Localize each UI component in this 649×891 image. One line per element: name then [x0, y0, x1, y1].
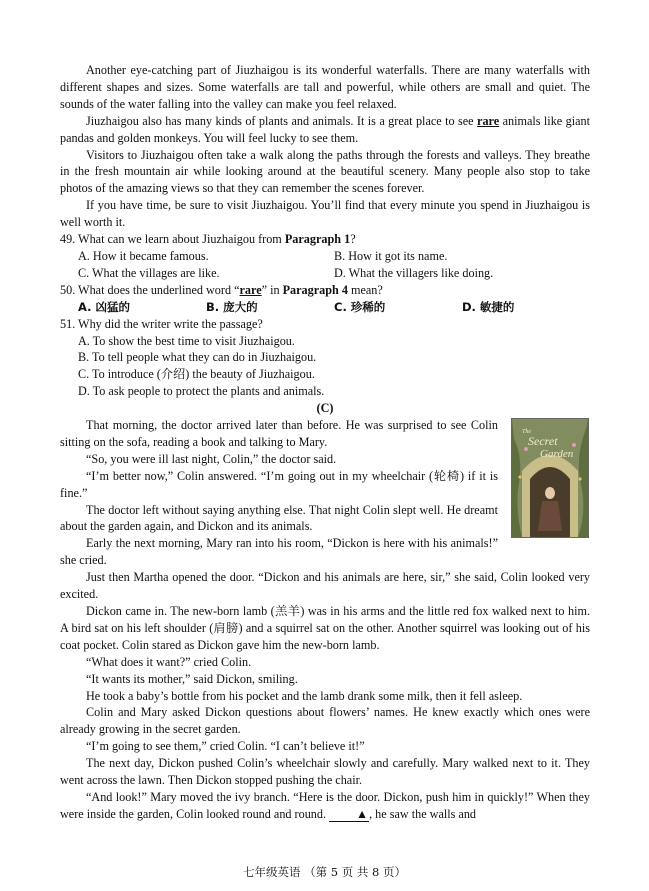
paragraph-c-12: “I’m going to see them,” cried Colin. “I can’t believe it!” [86, 739, 365, 754]
book-cover-illustration [512, 419, 588, 537]
paragraph-c-10: He took a baby’s bottle from his pocket and the lamb drank some milk, then it fell asleep. [86, 688, 523, 703]
paragraph-c-9: “It wants its mother,” said Dickon, smiling. [86, 671, 298, 686]
paragraph-c-1: That morning, the doctor arrived later than before. He was surprised to see Colin sitting on the sofa, reading a book and talking to Mary. [60, 418, 498, 449]
paragraph-c-7: Dickon came in. The new-born lamb (羔羊) was in his arms and the little red fox walked next to him. A bird sat on his left shoulder (肩膀) and a squirrel sat on the other. Another squirrel was looking out of his coat pocket. Colin stared as Dickon gave him the new-born lamb. [60, 604, 590, 652]
question-49-options-row2 [60, 265, 590, 282]
text-span: , he saw the walls and [369, 806, 477, 821]
section-c-intro [60, 417, 590, 569]
bold-reference: Paragraph 4 [282, 282, 348, 297]
underlined-word: rare [239, 282, 262, 297]
paragraph-c-11: Colin and Mary asked Dickon questions about flowers’ names. He knew exactly which ones were already growing in the secret garden. [60, 705, 590, 737]
option-49-b: B. How it got its name. [334, 248, 448, 263]
underlined-word-rare: rare [477, 113, 500, 128]
text-span: ” in [261, 282, 283, 297]
text-span: “And look!” Mary moved the ivy branch. “Here is the door. Dickon, push him in quickly!” When they were inside the garden, Colin looked round and round. [60, 789, 590, 821]
option-51-d: D. To ask people to protect the plants and animals. [78, 384, 325, 399]
question-51-stem: 51. Why did the writer write the passage? [60, 316, 263, 331]
text-span: animals like giant pandas and golden monkeys. You will feel lucky to see them. [60, 113, 590, 145]
question-50-stem [60, 282, 590, 299]
answer-blank: ▲ [329, 808, 369, 822]
page-footer: 七年级英语 （第 5 页 共 8 页） [242, 865, 407, 879]
paragraph-c-4: The doctor left without saying anything else. That night Colin slept well. He dreamt about the garden again, and Dickon and its animals. [60, 502, 498, 534]
option-51-a: A. To show the best time to visit Jiuzhaigou. [78, 333, 295, 348]
paragraph-animals [60, 113, 590, 147]
option-49-a: A. How it became famous. [78, 248, 209, 263]
text-span: Jiuzhaigou also has many kinds of plants and animals. It is a great place to see [86, 113, 478, 128]
section-c-heading: (C) [316, 401, 334, 416]
option-49-c: C. What the villages are like. [78, 265, 220, 280]
question-49-stem [60, 231, 590, 248]
option-51-c: C. To introduce (介绍) the beauty of Jiuzhaigou. [78, 367, 315, 382]
paragraph-c-8: “What does it want?” cried Colin. [86, 654, 252, 669]
cover-title-line3: Garden [540, 448, 574, 461]
paragraph-c-5: Early the next morning, Mary ran into his room, “Dickon is here with his animals!” she cried. [60, 536, 498, 568]
question-49-options-row1 [60, 248, 590, 265]
cover-title-line2: Secret [528, 434, 558, 449]
cover-title-line1: The [522, 429, 531, 436]
bold-reference: Paragraph 1 [284, 232, 351, 247]
option-50-a: A. 凶猛的 [78, 299, 130, 314]
paragraph-visit: If you have time, be sure to visit Jiuzhaigou. You’ll find that every minute you spend in Jiuzhaigou is well worth it. [60, 198, 590, 230]
question-50-options [60, 299, 590, 316]
paragraph-c-2: “So, you were ill last night, Colin,” the doctor said. [86, 451, 337, 466]
section-c-narrow-column [60, 417, 498, 569]
text-span: 50. What does the underlined word “ [60, 282, 240, 297]
paragraph-waterfalls: Another eye-catching part of Jiuzhaigou is its wonderful waterfalls. There are many waterfalls with different shapes and sizes. Some waterfalls are tall and powerful, while others are small and quiet. The sounds of the water falling into the valley can make you feel relaxed. [60, 63, 590, 111]
paragraph-visitors: Visitors to Jiuzhaigou often take a walk along the paths through the forests and valleys. They breathe in the fresh mountain air while looking around at the beautiful scenery. Many people also stop to take photos of the amazing views so that they can remember the scenes forever. [60, 147, 590, 196]
paragraph-c-14 [60, 789, 590, 823]
option-51-b: B. To tell people what they can do in Jiuzhaigou. [78, 350, 317, 365]
book-cover-image [511, 418, 589, 538]
text-span: ? [350, 232, 356, 247]
option-50-b: B. 庞大的 [206, 299, 258, 314]
option-50-c: C. 珍稀的 [334, 299, 386, 314]
option-49-d: D. What the villagers like doing. [334, 265, 494, 280]
paragraph-c-13: The next day, Dickon pushed Colin’s wheelchair slowly and carefully. Mary walked next to it. They went across the lawn. Then Dickon stopped pushing the chair. [60, 756, 590, 788]
document-page [60, 62, 590, 823]
text-span: mean? [347, 282, 383, 297]
paragraph-c-6: Just then Martha opened the door. “Dickon and his animals are here, sir,” she said, Colin looked very excited. [60, 570, 590, 602]
option-50-d: D. 敏捷的 [462, 299, 515, 314]
text-span: 49. What can we learn about Jiuzhaigou from [60, 232, 285, 247]
paragraph-c-3: “I’m better now,” Colin answered. “I’m going out in my wheelchair (轮椅) if it is fine.” [60, 468, 498, 500]
